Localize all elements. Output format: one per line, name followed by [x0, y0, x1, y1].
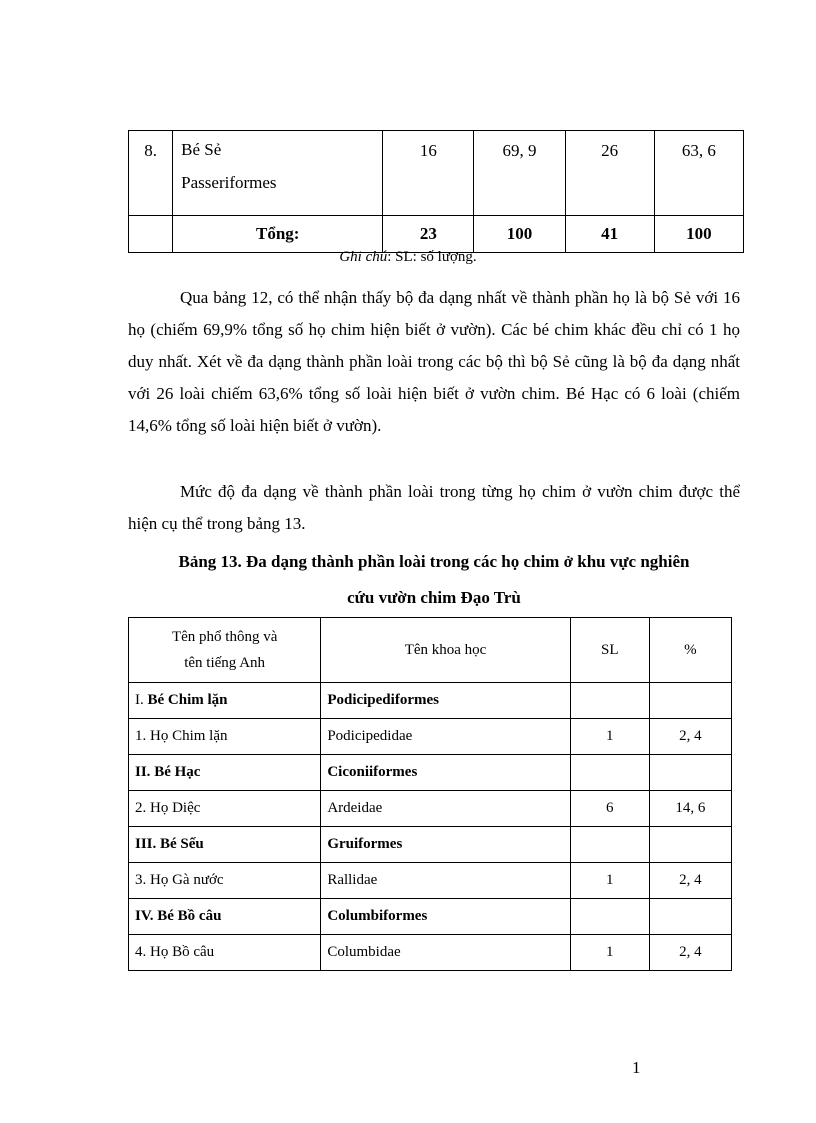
table-13-caption [128, 544, 740, 616]
families-pct: 69, 9 [474, 131, 565, 216]
family-scientific: Rallidae [321, 863, 570, 899]
order-numeral: IV. [135, 908, 154, 924]
order-sl [570, 755, 649, 791]
family-row [129, 935, 732, 971]
total-species-pct: 100 [654, 216, 743, 253]
order-numeral: II. [135, 764, 151, 780]
header-sl: SL [570, 618, 649, 683]
order-name [129, 683, 321, 719]
family-pct: 14, 6 [649, 791, 731, 827]
header-common-name [129, 618, 321, 683]
order-name-sci: Passeriformes [181, 173, 277, 192]
order-scientific: Gruiformes [321, 827, 570, 863]
order-label: Bé Sếu [160, 836, 204, 852]
order-label: Bé Chim lặn [147, 692, 228, 708]
table-row [129, 131, 744, 216]
order-numeral: III. [135, 836, 157, 852]
order-sl [570, 827, 649, 863]
table-header-row [129, 618, 732, 683]
note-text: : SL: số lượng. [387, 249, 477, 265]
caption-line-2: cứu vườn chim Đạo Trù [347, 588, 521, 607]
family-name: 1. Họ Chim lặn [129, 719, 321, 755]
total-species-sl: 41 [565, 216, 654, 253]
order-numeral: I. [135, 692, 144, 708]
order-pct [649, 899, 731, 935]
total-families-sl: 23 [383, 216, 474, 253]
table-total-row [129, 216, 744, 253]
family-pct: 2, 4 [649, 935, 731, 971]
header-common-line-1: Tên phổ thông và [171, 629, 278, 645]
order-name [129, 899, 321, 935]
order-name-cell [173, 131, 383, 216]
order-name-vi: Bé Sẻ [181, 140, 222, 159]
family-scientific: Podicipedidae [321, 719, 570, 755]
order-scientific: Columbiformes [321, 899, 570, 935]
order-row [129, 755, 732, 791]
order-name [129, 827, 321, 863]
paragraph-1: Qua bảng 12, có thể nhận thấy bộ đa dạng nhất về thành phần họ là bộ Sẻ với 16 họ (chiếm 69,9% tổng số họ chim hiện biết ở vườn). Các bé chim khác đều chỉ có 1 họ duy nhất. Xét về đa dạng thành phần loài trong các bộ thì bộ Sẻ cũng là bộ đa dạng nhất với 26 loài chiếm 63,6% tổng số loài hiện biết ở vườn chim. Bé Hạc có 6 loài (chiếm 14,6% tổng số loài hiện biết ở vườn). [128, 288, 740, 435]
order-row [129, 683, 732, 719]
order-row [129, 899, 732, 935]
order-pct [649, 755, 731, 791]
order-pct [649, 683, 731, 719]
family-sl: 1 [570, 935, 649, 971]
order-name [129, 755, 321, 791]
family-sl: 1 [570, 719, 649, 755]
row-number: 8. [129, 131, 173, 216]
header-scientific-name: Tên khoa học [321, 618, 570, 683]
header-pct: % [649, 618, 731, 683]
order-sl [570, 683, 649, 719]
total-families-pct: 100 [474, 216, 565, 253]
note-label: Ghi chú [339, 249, 388, 265]
family-row [129, 863, 732, 899]
empty-cell [129, 216, 173, 253]
order-row [129, 827, 732, 863]
order-sl [570, 899, 649, 935]
family-pct: 2, 4 [649, 719, 731, 755]
family-row [129, 791, 732, 827]
family-name: 4. Họ Bồ câu [129, 935, 321, 971]
order-scientific: Ciconiiformes [321, 755, 570, 791]
table-note [0, 249, 816, 266]
family-sl: 6 [570, 791, 649, 827]
family-name: 3. Họ Gà nước [129, 863, 321, 899]
family-row [129, 719, 732, 755]
order-pct [649, 827, 731, 863]
total-label: Tổng: [173, 216, 383, 253]
family-scientific: Columbidae [321, 935, 570, 971]
order-label: Bé Bồ câu [157, 908, 222, 924]
header-common-line-2: tên tiếng Anh [184, 655, 266, 671]
family-sl: 1 [570, 863, 649, 899]
page-number: 1 [632, 1058, 641, 1077]
table-13 [128, 617, 732, 971]
species-sl: 26 [565, 131, 654, 216]
species-pct: 63, 6 [654, 131, 743, 216]
family-name: 2. Họ Diệc [129, 791, 321, 827]
families-sl: 16 [383, 131, 474, 216]
caption-line-1: Bảng 13. Đa dạng thành phần loài trong các họ chim ở khu vực nghiên [178, 552, 690, 571]
paragraph-2: Mức độ đa dạng về thành phần loài trong từng họ chim ở vườn chim được thể hiện cụ thể trong bảng 13. [128, 482, 740, 533]
family-pct: 2, 4 [649, 863, 731, 899]
family-scientific: Ardeidae [321, 791, 570, 827]
table-12 [128, 130, 744, 253]
order-label: Bé Hạc [154, 764, 201, 780]
order-scientific: Podicipediformes [321, 683, 570, 719]
